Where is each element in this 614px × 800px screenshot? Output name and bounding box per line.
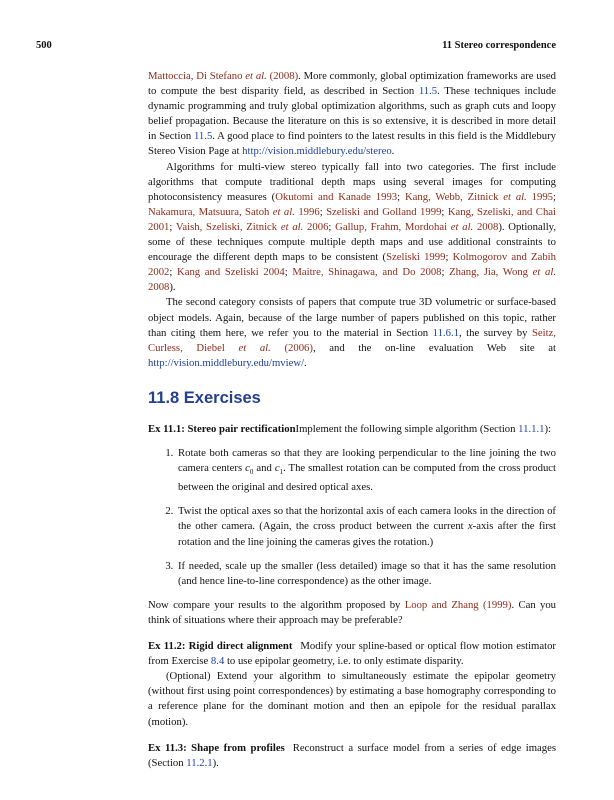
paragraph-3: The second category consists of papers that compute true 3D volumetric or surface-based object models. Again, because of the large number of papers published on this topic, rather than citing them here, we refer you to the material in Section 11.6.1, the survey by Seitz, Curless, Diebel et al. (2006), and the on-line evaluation Web site at http://vision.middlebury.edu/mview/. <box>148 296 556 369</box>
citation-link[interactable]: Kang, Szeliski, and Chai 2001 <box>148 205 556 233</box>
url-link[interactable]: http://vision.middlebury.edu/stereo <box>242 145 392 158</box>
citation-link[interactable]: Mattoccia, Di Stefano et al. (2008) <box>148 70 299 82</box>
page-number: 500 <box>36 40 52 51</box>
citation-link[interactable]: Nakamura, Matsuura, Satoh et al. 1996 <box>148 205 320 218</box>
url-link[interactable]: http://vision.middlebury.edu/mview/ <box>148 356 305 369</box>
citation-link[interactable]: Szeliski 1999 <box>386 251 446 264</box>
exercise-11-1-followup: Now compare your results to the algorithm proposed by Loop and Zhang (1999). Can you think of situations where their approach may be preferable? <box>148 598 557 626</box>
section-heading: 11.8 Exercises <box>148 388 261 407</box>
citation-link[interactable]: Gallup, Frahm, Mordohai et al. 2008 <box>335 220 499 233</box>
exercise-11-3: Ex 11.3: Shape from profiles Reconstruct a surface model from a series of edge images (Section 11.2.1). <box>148 741 556 769</box>
citation-link[interactable]: Loop and Zhang (1999) <box>404 598 512 611</box>
list-item: 2. Twist the optical axes so that the horizontal axis of each camera looks in the direction of the other camera. (Again, the cross product between the current x-axis after the first rotation and the line joining the cameras gives the rotation.) <box>176 504 556 549</box>
list-item: 3. If needed, scale up the smaller (less detailed) image so that it has the same resolution (and hence line-to-line correspondence) as the other image. <box>176 559 556 589</box>
exercise-steps <box>148 446 556 589</box>
citation-link[interactable]: Seitz, Curless, Diebel et al. (2006) <box>148 326 556 354</box>
exercise-11-2-optional: (Optional) Extend your algorithm to simultaneously estimate the epipolar geometry (without first using point correspondences) by estimating a base homography corresponding to a reference plane for the dominant motion and then an epipole for the residual parallax (motion). <box>148 670 556 728</box>
citation-link[interactable]: Maitre, Shinagawa, and Do 2008 <box>292 266 442 279</box>
section-link[interactable]: 11.5 <box>418 85 438 98</box>
section-link[interactable]: 11.6.1 <box>432 326 459 339</box>
citation-link[interactable]: Zhang, Jia, Wong et al. 2008 <box>148 266 556 294</box>
chapter-title: 11 Stereo correspondence <box>442 40 556 51</box>
exercise-link[interactable]: 8.4 <box>210 655 225 668</box>
citation-link[interactable]: Szeliski and Golland 1999 <box>326 205 442 218</box>
section-link[interactable]: 11.1.1 <box>518 422 545 435</box>
exercise-title: Ex 11.3: Shape from profiles <box>148 741 285 754</box>
exercise-title: Ex 11.2: Rigid direct alignment <box>148 640 293 653</box>
citation-link[interactable]: Kang, Webb, Zitnick et al. 1995 <box>404 190 554 203</box>
list-item: 1. Rotate both cameras so that they are looking perpendicular to the line joining the two camera centers $c_0$ and $c_1$. The smallest rotation can be computed from the cross product between the original and desired optical axes. <box>176 446 556 495</box>
page-body <box>148 69 556 771</box>
paragraph-1: Mattoccia, Di Stefano et al. (2008). More commonly, global optimization frameworks are used to compute the best disparity field, as described in Section 11.5. These techniques include dynamic programming and truly global optimization algorithms, such as graph cuts and loopy belief propagation. Because the literature on this is so extensive, it is described in more detail in Section 11.5. A good place to find pointers to the latest results in this field is the Middlebury Stereo Vision Page at http://vision.middlebury.edu/stereo. <box>148 70 557 158</box>
citation-link[interactable]: Okutomi and Kanade 1993 <box>275 190 398 203</box>
section-link[interactable]: 11.2.1 <box>186 756 213 769</box>
citation-link[interactable]: Kolmogorov and Zabih 2002 <box>148 251 556 279</box>
citation-link[interactable]: Vaish, Szeliski, Zitnick et al. 2006 <box>175 220 329 233</box>
paragraph-2: Algorithms for multi-view stereo typically fall into two categories. The first include algorithms that compute traditional depth maps using several images for computing photoconsistency measures (Okutomi and Kanade 1993; Kang, Webb, Zitnick et al. 1995; Nakamura, Matsuura, Satoh et al. 1996; Szeliski and Golland 1999; Kang, Szeliski, and Chai 2001; Vaish, Szeliski, Zitnick et al. 2006; Gallup, Frahm, Mordohai et al. 2008). Optionally, some of these techniques compute multiple depth maps and use additional constraints to encourage the different depth maps to be consistent (Szeliski 1999; Kolmogorov and Zabih 2002; Kang and Szeliski 2004; Maitre, Shinagawa, and Do 2008; Zhang, Jia, Wong et al. 2008). <box>148 160 557 294</box>
exercise-11-1: Ex 11.1: Stereo pair rectificationImplement the following simple algorithm (Section 11.1.1): <box>148 422 552 435</box>
citation-link[interactable]: Kang and Szeliski 2004 <box>177 266 285 279</box>
exercise-title: Ex 11.1: Stereo pair rectification <box>148 422 296 435</box>
exercise-11-2: Ex 11.2: Rigid direct alignment Modify your spline-based or optical flow motion estimator from Exercise 8.4 to use epipolar geometry, i.e. to only estimate disparity. <box>148 640 556 668</box>
section-link[interactable]: 11.5 <box>193 130 213 143</box>
